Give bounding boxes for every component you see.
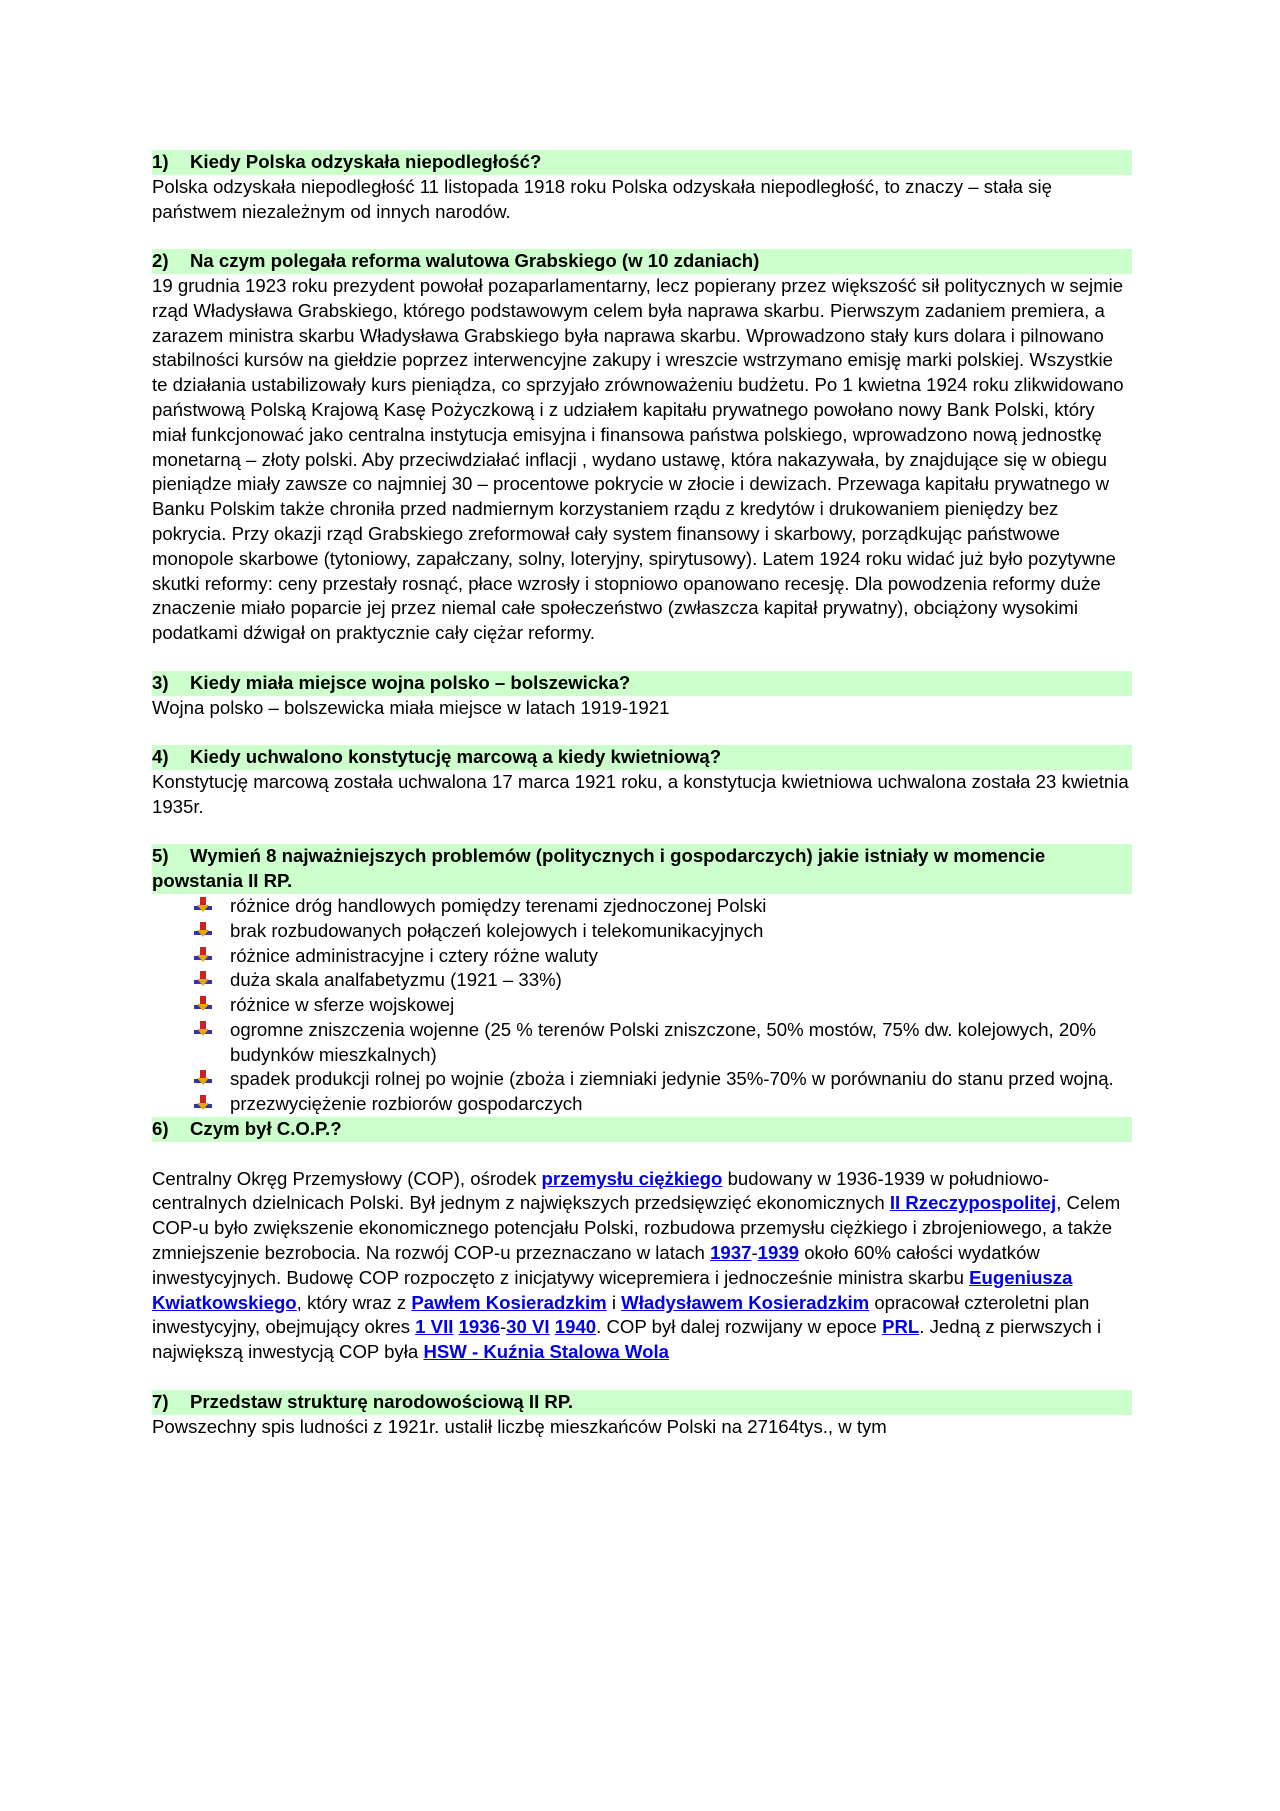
question-4-heading: 4) Kiedy uchwalono konstytucję marcową a kiedy kwietniową?: [152, 745, 1132, 770]
document-page: [152, 150, 1132, 1439]
answer-1: Polska odzyskała niepodległość 11 listopada 1918 roku Polska odzyskała niepodległość, to znaczy – stała się państwem niezależnym od innych narodów.: [152, 175, 1052, 222]
bullet-arrow-icon: [194, 922, 212, 940]
question-1-heading: 1) Kiedy Polska odzyskała niepodległość?: [152, 150, 1132, 175]
list-item: ogromne zniszczenia wojenne (25 % terenów Polski zniszczone, 50% mostów, 75% dw. kolejowych, 20% budynków mieszkalnych): [194, 1018, 1132, 1068]
link-ii-rzeczypospolitej[interactable]: II Rzeczypospolitej: [889, 1192, 1057, 1214]
link-pawel-kosieradzki[interactable]: Pawłem Kosieradzkim: [411, 1291, 607, 1313]
link-30-vi[interactable]: 30 VI: [506, 1316, 550, 1338]
list-item: różnice dróg handlowych pomiędzy terenami zjednoczonej Polski: [194, 894, 1132, 919]
link-wladyslaw-kosieradzki[interactable]: Władysławem Kosieradzkim: [621, 1291, 870, 1313]
link-prl[interactable]: PRL: [882, 1316, 920, 1338]
answer-6: Centralny Okręg Przemysłowy (COP), ośrodek przemysłu ciężkiego budowany w 1936-1939 w południowo-centralnych dzielnicach Polski. Był jednym z największych przedsięwzięć ekonomicznych II Rzeczypospolitej, Celem COP-u było zwiększenie ekonomicznego potencjału Polski, rozbudowa przemysłu ciężkiego i zbrojeniowego, a także zmniejszenie bezrobocia. Na rozwój COP-u przeznaczano w latach 1937-1939 około 60% całości wydatków inwestycyjnych. Budowę COP rozpoczęto z inicjatywy wicepremiera i jednocześnie ministra skarbu Eugeniusza Kwiatkowskiego, który wraz z Pawłem Kosieradzkim i Władysławem Kosieradzkim opracował czteroletni plan inwestycyjny, obejmujący okres 1 VII 1936-30 VI 1940. COP był dalej rozwijany w epoce PRL. Jedną z pierwszych i największą inwestycją COP była HSW - Kuźnia Stalowa Wola: [152, 1167, 1121, 1363]
question-5-heading: 5) Wymień 8 najważniejszych problemów (politycznych i gospodarczych) jakie istniały w momencie powstania II RP.: [152, 844, 1132, 894]
link-1936[interactable]: 1936: [458, 1316, 500, 1338]
answer-2: 19 grudnia 1923 roku prezydent powołał pozaparlamentarny, lecz popierany przez większość sił politycznych w sejmie rząd Władysława Grabskiego, którego podstawowym celem była naprawa skarbu. Pierwszym zadaniem premiera, a zarazem ministra skarbu Władysława Grabskiego była naprawa skarbu. Wprowadzono stały kurs dolara i pilnowano stabilności kursów na giełdzie poprzez interwencyjne zakupy i wreszcie wstrzymano emisję marki polskiej. Wszystkie te działania ustabilizowały kurs pieniądza, co sprzyjało zrównoważeniu budżetu. Po 1 kwietna 1924 roku zlikwidowano państwową Polską Krajową Kasę Pożyczkową i z udziałem kapitału prywatnego powołano nowy Bank Polski, który miał funkcjonować jako centralna instytucja emisyjna i finansowa państwa polskiego, wprowadzono nową jednostkę monetarną – złoty polski. Aby przeciwdziałać inflacji , wydano ustawę, która nakazywała, by znajdujące się w obiegu pieniądze miały zawsze co najmniej 30 – procentowe pokrycie w złocie i dewizach. Przewaga kapitału prywatnego w Banku Polskim także chroniła przed nadmiernym korzystaniem rządu z kredytów i drukowaniem pieniędzy bez pokrycia. Przy okazji rząd Grabskiego zreformował cały system finansowy i skarbowy, porządkując państwowe monopole skarbowe (tytoniowy, zapałczany, solny, loteryjny, spirytusowy). Latem 1924 roku widać już było pozytywne skutki reformy: ceny przestały rosnąć, płace wzrosły i stopniowo opanowano recesję. Dla powodzenia reformy duże znaczenie miało poparcie jej przez niemal całe społeczeństwo (zwłaszcza kapitał prywatny), obciążony wysokimi podatkami dźwigał on praktycznie cały ciężar reformy.: [152, 274, 1124, 644]
link-1940[interactable]: 1940: [554, 1316, 597, 1338]
link-hsw-kuznia-stalowa-wola[interactable]: HSW - Kuźnia Stalowa Wola: [423, 1341, 669, 1363]
link-1939[interactable]: 1939: [757, 1242, 800, 1264]
list-item: różnice administracyjne i cztery różne waluty: [194, 944, 1132, 969]
link-przemysl-ciezki[interactable]: przemysłu ciężkiego: [541, 1167, 723, 1189]
bullet-arrow-icon: [194, 1070, 212, 1088]
link-1937[interactable]: 1937: [710, 1242, 752, 1264]
question-2-heading: 2) Na czym polegała reforma walutowa Grabskiego (w 10 zdaniach): [152, 249, 1132, 274]
question-3-heading: 3) Kiedy miała miejsce wojna polsko – bolszewicka?: [152, 671, 1132, 696]
answer-3: Wojna polsko – bolszewicka miała miejsce w latach 1919-1921: [152, 696, 670, 718]
bullet-arrow-icon: [194, 947, 212, 965]
question-6-heading: 6) Czym był C.O.P.?: [152, 1117, 1132, 1142]
bullet-arrow-icon: [194, 996, 212, 1014]
list-item: brak rozbudowanych połączeń kolejowych i telekomunikacyjnych: [194, 919, 1132, 944]
question-7-heading: 7) Przedstaw strukturę narodowościową II RP.: [152, 1390, 1132, 1415]
link-1-vii[interactable]: 1 VII: [415, 1316, 454, 1338]
list-item: spadek produkcji rolnej po wojnie (zboża i ziemniaki jedynie 35%-70% w porównaniu do stanu przed wojną.: [194, 1067, 1132, 1092]
bullet-arrow-icon: [194, 897, 212, 915]
answer-4: Konstytucję marcową została uchwalona 17 marca 1921 roku, a konstytucja kwietniowa uchwalona została 23 kwietnia 1935r.: [152, 770, 1129, 817]
link-eugeniusz-kwiatkowski[interactable]: Eugeniusza Kwiatkowskiego: [152, 1266, 1073, 1313]
bullet-arrow-icon: [194, 1095, 212, 1113]
problems-list: [152, 894, 1132, 1117]
list-item: duża skala analfabetyzmu (1921 – 33%): [194, 968, 1132, 993]
list-item: różnice w sferze wojskowej: [194, 993, 1132, 1018]
answer-7: Powszechny spis ludności z 1921r. ustalił liczbę mieszkańców Polski na 27164tys., w tym: [152, 1415, 887, 1437]
bullet-arrow-icon: [194, 1021, 212, 1039]
list-item: przezwyciężenie rozbiorów gospodarczych: [194, 1092, 1132, 1117]
bullet-arrow-icon: [194, 971, 212, 989]
